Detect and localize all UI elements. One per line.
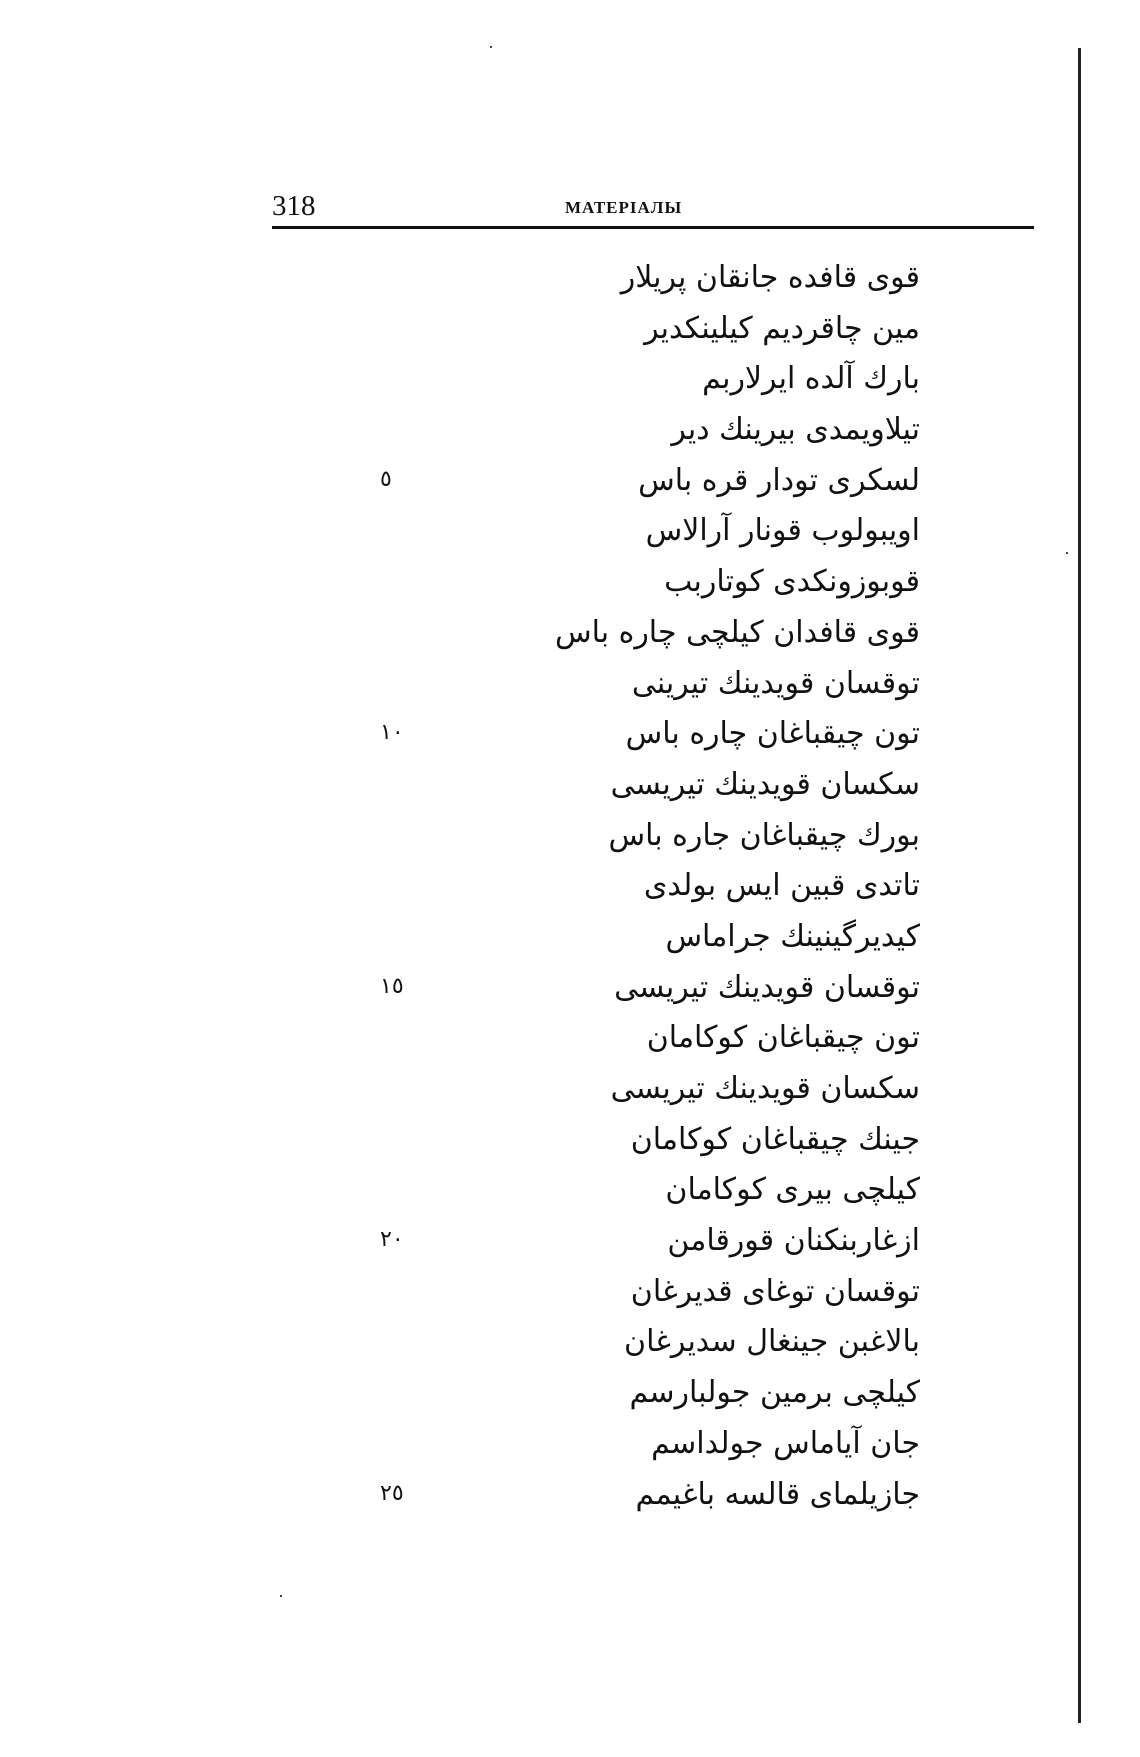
header-rule [272, 226, 1034, 229]
line-number: ٢٥ [380, 1480, 404, 1506]
verse-text: کیلچی بیری کوکامان [665, 1172, 920, 1208]
poem-line [380, 1221, 920, 1272]
verse-text: سکسان قویدینك تیریسی [610, 766, 920, 802]
verse-text: کیدیرگینینك جراماس [665, 918, 920, 954]
print-speck [1066, 552, 1068, 554]
poem-line [380, 562, 920, 613]
verse-text: جازیلمای قالسه باغیمم [635, 1476, 920, 1512]
verse-text: جان آیاماس جولداسم [651, 1425, 920, 1461]
verse-text: تاتدی قبین ایس بولدی [643, 868, 920, 904]
verse-text: اویبولوب قونار آرالاس [645, 513, 920, 549]
poem-line [380, 1424, 920, 1475]
poem-line [380, 359, 920, 410]
verse-text: تیلاویمدی بیرینك دیر [671, 412, 920, 448]
verse-text: قوی قافدان کیلچی چاره باس [554, 614, 920, 650]
poem-line [380, 461, 920, 512]
verse-text: تون چیقباغان کوکامان [646, 1020, 920, 1056]
poem-line [380, 1069, 920, 1120]
verse-text: قوی قافده جانقان پریلار [620, 260, 920, 295]
verse-text: ازغاربنکنان قورقامن [667, 1223, 920, 1259]
verse-text: توقسان قویدینك تیریسی [614, 969, 920, 1005]
poem-line [380, 309, 920, 360]
line-number: ٥ [380, 466, 392, 492]
verse-text: بورك چیقباغان جاره باس [608, 817, 920, 853]
verse-text: توقسان توغای قدیرغان [630, 1273, 920, 1309]
print-speck [490, 46, 492, 48]
verse-text: قوبوزونکدی کوتاربب [664, 564, 920, 600]
page-edge-rule [1078, 48, 1081, 1723]
line-number: ١٠ [380, 720, 404, 746]
verse-text: توقسان قویدینك تیرینی [631, 665, 920, 701]
poem-line [380, 1475, 920, 1526]
poem-line [380, 613, 920, 664]
poem-line [380, 866, 920, 917]
verse-text: تون چیقباغان چاره باس [625, 716, 920, 752]
poem-line [380, 1373, 920, 1424]
verse-text: لسکری تودار قره باس [638, 462, 920, 498]
poem-line [380, 1170, 920, 1221]
poem [380, 258, 920, 1525]
poem-line [380, 968, 920, 1019]
poem-line [380, 816, 920, 867]
line-number: ٢٠ [380, 1227, 404, 1253]
verse-text: بارك آلده ایرلاربم [702, 361, 920, 397]
page-number: 318 [272, 190, 316, 222]
poem-line [380, 1120, 920, 1171]
line-number: ١٥ [380, 973, 404, 999]
poem-line [380, 1272, 920, 1323]
poem-line [380, 765, 920, 816]
poem-line [380, 1322, 920, 1373]
poem-line [380, 917, 920, 968]
poem-line [380, 511, 920, 562]
poem-line [380, 1018, 920, 1069]
poem-line [380, 714, 920, 765]
running-title: МАТЕРІАЛЫ [565, 198, 683, 217]
poem-line [380, 664, 920, 715]
poem-line [380, 258, 920, 309]
verse-text: جینك چیقباغان کوکامان [630, 1121, 920, 1157]
print-speck [280, 1595, 282, 1597]
poem-line [380, 410, 920, 461]
verse-text: سکسان قویدینك تیریسی [610, 1071, 920, 1106]
verse-text: کیلچی برمین جولبارسم [629, 1375, 920, 1411]
verse-text: مین چاقردیم کیلینکدیر [644, 310, 920, 346]
verse-text: بالاغبن جینغال سدیرغان [624, 1324, 920, 1360]
